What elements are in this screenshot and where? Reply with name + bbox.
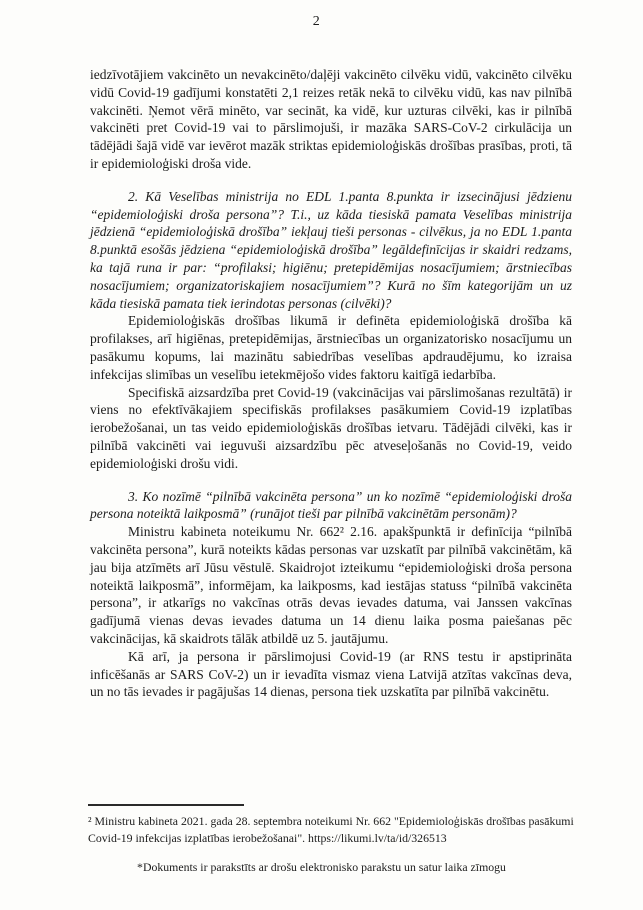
page-number: 2: [312, 14, 321, 29]
question-3-paragraph: 3. Ko nozīmē “pilnībā vakcinēta persona” un ko nozīmē “epidemioloģiski droša persona noteiktā laikposmā” (runājot tieši par pilnībā vakcinētām personām)?: [90, 488, 572, 522]
footnote-area: [88, 804, 582, 846]
question-2-paragraph: 2. Kā Veselības ministrija no EDL 1.panta 8.punkta ir izsecinājusi jēdzienu “epidemioloģiski droša persona”? T.i., uz kāda tiesiskā pamata Veselības ministrija jēdzienā “epidemioloģiskā drošība” iekļauj tieši personas - cilvēkus, ja no EDL 1.panta 8.punktā esošās jēdziena “epidemioloģiskā drošība” legāldefinīcijas ir skaidri redzams, ka tajā runa ir par: “profilaksi; higiēnu; pretepidēmijas nosacījumiem; ārstniecības nosacījumiem; organizatoriskajiem nosacījumiem”? Kurā no šīm kategorijām un uz kāda tiesiskā pamata tiek ierindotas personas (cilvēki)?: [90, 188, 572, 311]
signature-note: *Dokuments ir parakstīts ar drošu elektronisko parakstu un satur laika zīmogu: [137, 860, 506, 874]
answer-2-paragraph-1: Epidemioloģiskās drošības likumā ir definēta epidemioloģiskā drošība kā profilakses, arī higiēnas, pretepidēmijas, ārstniecības un organizatorisko nosacījumu un pasākumu kopums, lai mazinātu sabiedrības veselības apdraudējumu, ko izraisa infekcijas slimības un veselību ietekmējošo vides faktoru kaitīgā iedarbība.: [90, 313, 572, 382]
answer-2-paragraph-2: Specifiskā aizsardzība pret Covid-19 (vakcinācijas vai pārslimošanas rezultātā) ir viens no efektīvākajiem specifiskās profilakses pasākumiem Covid-19 izplatības ierobežošanai, un tas veido epidemioloģiskās drošības ietvaru. Tādējādi cilvēki, kas ir pilnībā vakcinēti vai ieguvuši aizsardzību pēc atveseļošanās no Covid-19, veido epidemioloģiski drošu vidi.: [90, 384, 572, 471]
answer-3-paragraph-1: Ministru kabineta noteikumu Nr. 662² 2.16. apakšpunktā ir definīcija “pilnībā vakcinēta persona”, kurā noteikts kādas personas var uzskatīt par pilnībā vakcinētām, kā jau bija atzīmēts arī Jūsu vēstulē. Skaidrojot izteikumu “epidemioloģiski droša persona noteiktā laikposmā”, informējam, ka laikposms, kad iestājas statuss “pilnībā vakcinēta persona”, ir atkarīgs no vakcīnas otrās devas ievades datuma, vai Janssen vakcīnas gadījumā vienas devas ievades datuma un 14 dienu laika posma paiešanas pēc vakcinācijas, kā skaidrots tālāk atbildē uz 5. jautājumu.: [90, 524, 572, 646]
paragraph-continuation: iedzīvotājiem vakcinēto un nevakcinēto/daļēji vakcinēto cilvēku vidū, vakcinēto cilvēku vidū Covid-19 gadījumi konstatēti 2,1 reizes retāk nekā to cilvēku vidū, kas nav pilnībā vakcinēti. Ņemot vērā minēto, var secināt, ka vidē, kur uzturas cilvēki, kas ir pilnībā vakcinēti pret Covid-19 vai to pārslimojuši, ir mazāka SARS-CoV-2 cirkulācija un tādējādi šajā vidē var ievērot mazāk striktas epidemioloģiskās drošības prasības, proti, tā ir epidemioloģiski droša vide.: [90, 67, 572, 171]
answer-3-paragraph-2: Kā arī, ja persona ir pārslimojusi Covid-19 (ar RNS testu ir apstiprināta inficēšanās ar SARS CoV-2) un ir ievadīta vismaz viena Latvijā atzītas vakcīnas deva, un no tās ievades ir pagājušas 14 dienas, persona tiek uzskatīta par pilnībā vakcinētu.: [90, 648, 572, 700]
document-body: [90, 66, 572, 701]
footnote-separator: [88, 804, 244, 806]
footnote-2: ² Ministru kabineta 2021. gada 28. septembra noteikumi Nr. 662 "Epidemioloģiskās drošības pasākumi Covid-19 infekcijas izplatības ierobežošanai". https://likumi.lv/ta/id/326513: [88, 814, 574, 845]
